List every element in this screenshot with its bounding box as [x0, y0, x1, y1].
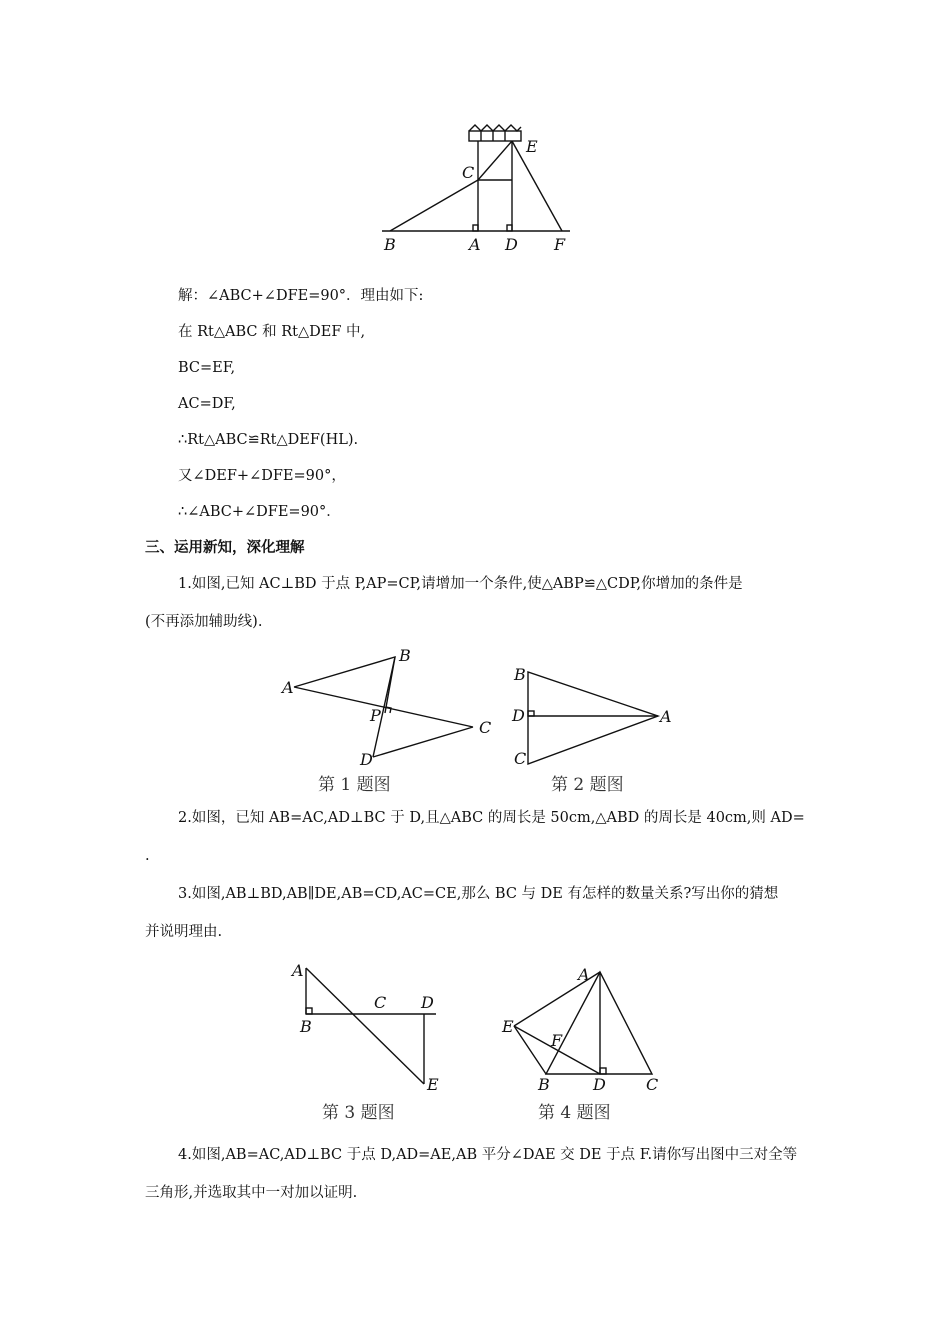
problem-1-line-2: (不再添加辅助线).	[145, 614, 263, 630]
fig3-caption: 第 3 题图	[322, 1103, 395, 1123]
fig4-label-A: A	[578, 965, 590, 984]
figure-3	[286, 958, 456, 1128]
problem-1-line-1: 1.如图,已知 AC⊥BD 于点 P,AP=CP,请增加一个条件,使△ABP≌△CDP,你增加的条件是	[178, 576, 743, 592]
solution-line-7: ∴∠ABC+∠DFE=90°．	[178, 504, 341, 520]
fig2-triangle-ABC	[528, 672, 658, 764]
fig1-label-P: P	[370, 706, 381, 725]
fig3-segment-AE	[306, 968, 424, 1084]
fig4-caption: 第 4 题图	[538, 1103, 611, 1123]
fig3-label-E: E	[427, 1075, 439, 1094]
problem-4-line-2: 三角形,并选取其中一对加以证明.	[145, 1185, 358, 1201]
problem-3-line-1: 3.如图,AB⊥BD,AB∥DE,AB=CD,AC=CE,那么 BC 与 DE 有怎样的数量关系?写出你的猜想	[178, 886, 779, 902]
solution-line-3: BC=EF,	[178, 360, 236, 376]
right-angle-D	[507, 225, 512, 231]
solution-line-2: 在 Rt△ABC 和 Rt△DEF 中,	[178, 324, 366, 340]
fig4-label-B: B	[538, 1075, 550, 1094]
right-angle-A	[473, 225, 478, 231]
figure-4	[498, 960, 688, 1130]
figure-2	[506, 660, 686, 800]
fig3-label-C: C	[374, 993, 387, 1012]
segment-CE-diag	[478, 141, 512, 180]
fig4-segment-EB	[514, 1026, 546, 1074]
solution-line-6: 又∠DEF+∠DFE=90°，	[178, 468, 346, 484]
label-A: A	[469, 235, 481, 254]
solution-line-1: 解：∠ABC+∠DFE=90°．理由如下:	[178, 288, 424, 304]
fig2-label-D: D	[512, 706, 525, 725]
figure-top	[370, 118, 590, 258]
fig1-label-C: C	[479, 718, 492, 737]
section-heading: 三、运用新知，深化理解	[145, 540, 305, 556]
problem-3-line-2: 并说明理由.	[145, 924, 223, 940]
label-E: E	[526, 137, 538, 156]
fig2-caption: 第 2 题图	[551, 775, 624, 795]
fig4-label-C: C	[646, 1075, 659, 1094]
fig3-right-angle	[306, 1008, 312, 1014]
fig1-caption: 第 1 题图	[318, 775, 391, 795]
label-F: F	[554, 235, 566, 254]
fig2-label-A: A	[660, 707, 672, 726]
label-D: D	[505, 235, 518, 254]
fig1-label-D: D	[360, 750, 373, 769]
problem-2-line-2: .	[145, 848, 150, 864]
label-C: C	[462, 163, 475, 182]
fig1-segment-DC	[373, 727, 473, 757]
fig1-triangle-ABP	[294, 657, 395, 713]
figure-1	[278, 645, 498, 795]
problem-4-line-1: 4.如图,AB=AC,AD⊥BC 于点 D,AD=AE,AB 平分∠DAE 交 DE 于点 F.请你写出图中三对全等	[178, 1147, 798, 1163]
fig4-label-D: D	[593, 1075, 606, 1094]
fig2-label-C: C	[514, 749, 527, 768]
fig3-label-B: B	[300, 1017, 312, 1036]
fig2-label-B: B	[514, 665, 526, 684]
label-B: B	[384, 235, 396, 254]
tower-top-box	[469, 131, 521, 141]
fig1-label-B: B	[399, 646, 411, 665]
problem-2-line-1: 2.如图，已知 AB=AC,AD⊥BC 于 D,且△ABC 的周长是 50cm,△ABD 的周长是 40cm,则 AD=	[178, 810, 805, 826]
fig2-right-angle	[528, 711, 534, 716]
fig4-triangle-ABC	[546, 972, 652, 1074]
fig4-right-angle	[600, 1068, 606, 1074]
tower-top-roof	[469, 125, 521, 131]
fig3-label-A: A	[292, 961, 304, 980]
fig1-label-A: A	[282, 678, 294, 697]
fig3-label-D: D	[421, 993, 434, 1012]
fig4-label-F: F	[551, 1031, 563, 1050]
solution-line-5: ∴Rt△ABC≌Rt△DEF(HL).	[178, 432, 359, 448]
solution-line-4: AC=DF,	[178, 396, 236, 412]
segment-BC	[390, 180, 478, 231]
fig4-label-E: E	[502, 1017, 514, 1036]
